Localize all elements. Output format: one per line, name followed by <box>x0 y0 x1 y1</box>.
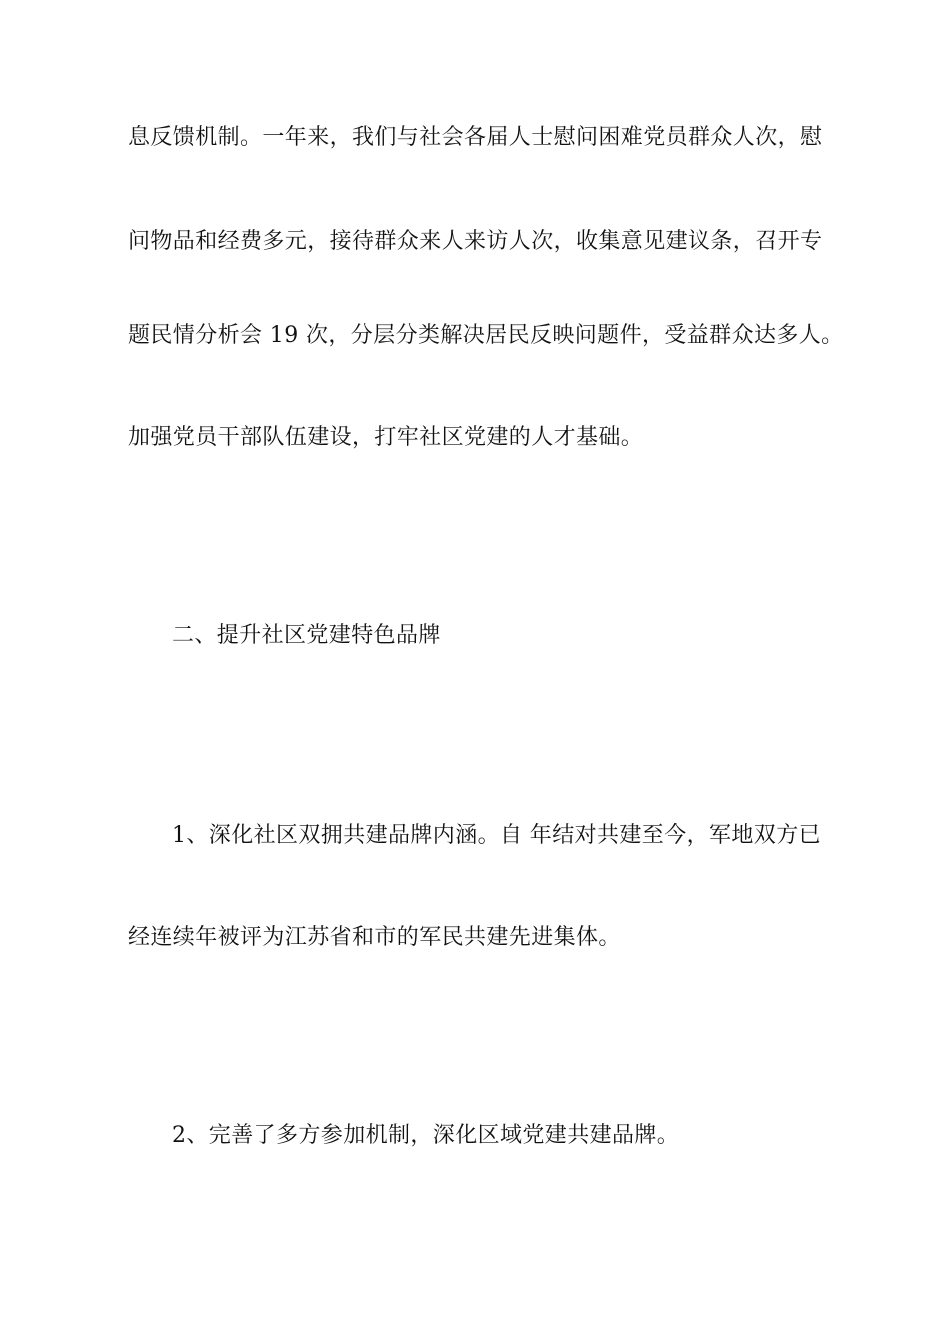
item-1-line-1: 1、深化社区双拥共建品牌内涵。自 年结对共建至今，军地双方已 <box>172 823 821 848</box>
section-heading: 二、提升社区党建特色品牌 <box>172 623 441 648</box>
paragraph-line-1: 息反馈机制。一年来，我们与社会各届人士慰问困难党员群众人次，慰 <box>128 125 823 150</box>
paragraph-line-3: 题民情分析会 19 次，分层分类解决居民反映问题件，受益群众达多人。 <box>128 323 844 348</box>
paragraph-line-2: 问物品和经费多元，接待群众来人来访人次，收集意见建议条，召开专 <box>128 229 823 254</box>
item-2-line: 2、完善了多方参加机制，深化区域党建共建品牌。 <box>172 1123 680 1148</box>
paragraph-line-4: 加强党员干部队伍建设，打牢社区党建的人才基础。 <box>128 425 644 450</box>
item-1-line-2: 经连续年被评为江苏省和市的军民共建先进集体。 <box>128 925 621 950</box>
